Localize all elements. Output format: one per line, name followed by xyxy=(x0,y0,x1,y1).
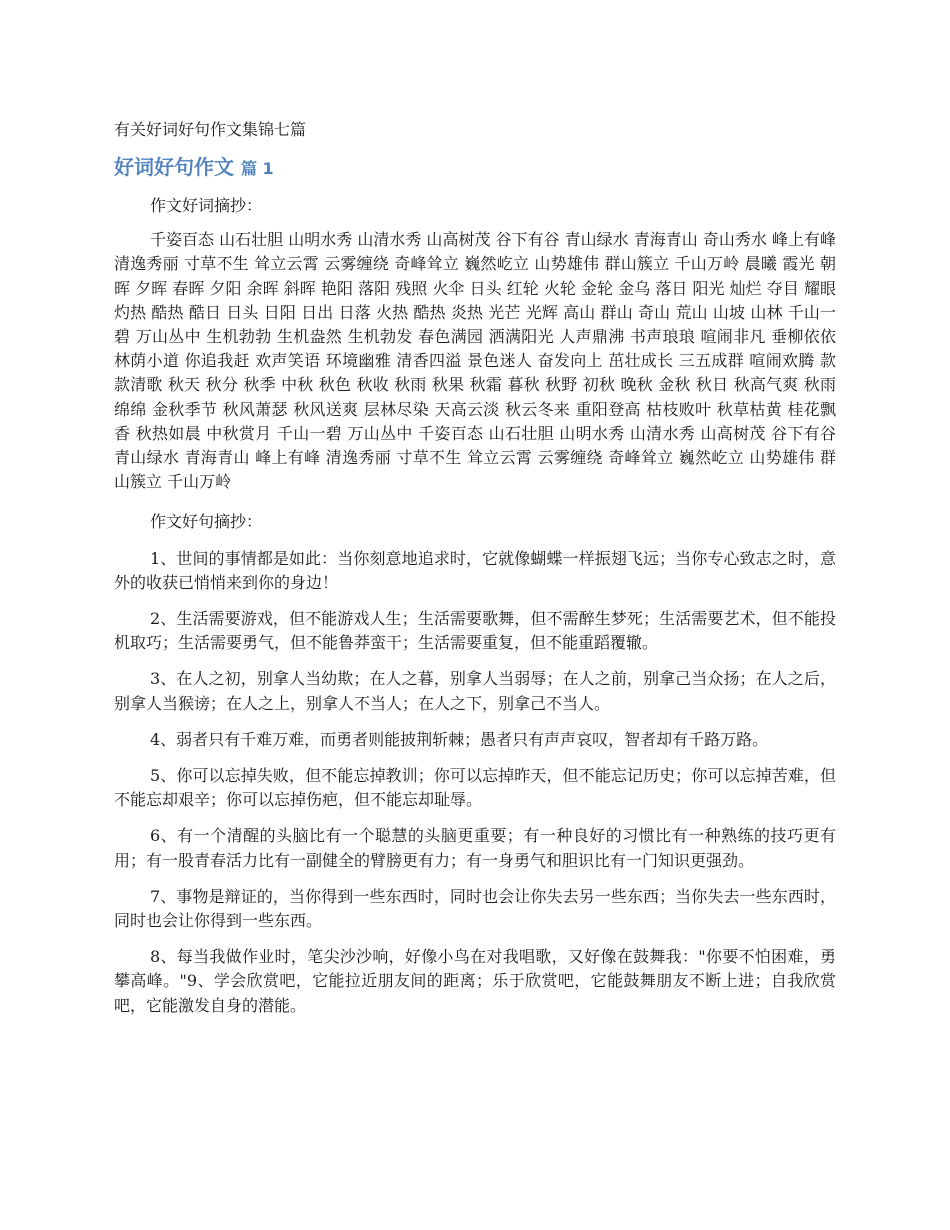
document-title: 有关好词好句作文集锦七篇 xyxy=(114,120,307,139)
sentence-paragraph: 5、你可以忘掉失败，但不能忘掉教训；你可以忘掉昨天，但不能忘记历史；你可以忘掉苦难，但不能忘却艰辛；你可以忘掉伤疤，但不能忘却耻辱。 xyxy=(114,766,836,810)
sentence-paragraph: 8、每当我做作业时，笔尖沙沙响，好像小鸟在对我唱歌，又好像在鼓舞我："你要不怕困难，勇攀高峰。"9、学会欣赏吧，它能拉近朋友间的距离；乐于欣赏吧，它能鼓舞朋友不断上进；自我欣赏吧，它能激发自身的潜能。 xyxy=(114,947,836,1015)
sentence-paragraph: 1、世间的事情都是如此：当你刻意地追求时，它就像蝴蝶一样振翅飞远；当你专心致志之时，意外的收获已悄悄来到你的身边！ xyxy=(114,548,836,592)
section-number: 篇 1 xyxy=(240,159,274,178)
document-page xyxy=(114,118,836,1030)
words-paragraph: 千姿百态 山石壮胆 山明水秀 山清水秀 山高树茂 谷下有谷 青山绿水 青海青山 奇山秀水 峰上有峰 清逸秀丽 寸草不生 耸立云霄 云雾缠绕 奇峰耸立 巍然屹立 山势雄伟 群山簇立 千山万岭 晨曦 霞光 朝晖 夕晖 春晖 夕阳 余晖 斜晖 艳阳 落阳 残照 火伞 日头 红轮 火轮 金轮 金乌 落日 阳光 灿烂 夺目 耀眼 灼热 酷热 酷日 日头 日阳 日出 日落 火热 酷热 炎热 光芒 光辉 高山 群山 奇山 荒山 山坡 山林 千山一碧 万山丛中 生机勃勃 生机盎然 生机勃发 春色满园 洒满阳光 人声鼎沸 书声琅琅 喧闹非凡 垂柳依依 林荫小道 你追我赶 欢声笑语 环境幽雅 清香四溢 景色迷人 奋发向上 茁壮成长 三五成群 喧闹欢腾 款款清歌 秋天 秋分 秋季 中秋 秋色 秋收 秋雨 秋果 秋霜 暮秋 秋野 初秋 晚秋 金秋 秋日 秋高气爽 秋雨绵绵 金秋季节 秋风萧瑟 秋风送爽 层林尽染 天高云淡 秋云冬来 重阳登高 枯枝败叶 秋草枯黄 桂花飘香 秋热如晨 中秋赏月 千山一碧 万山丛中 千姿百态 山石壮胆 山明水秀 山清水秀 山高树茂 谷下有谷 青山绿水 青海青山 峰上有峰 清逸秀丽 寸草不生 耸立云霄 云雾缠绕 奇峰耸立 巍然屹立 山势雄伟 群山簇立 千山万岭 xyxy=(114,230,836,492)
section-heading xyxy=(114,152,836,184)
sentence-paragraph: 6、有一个清醒的头脑比有一个聪慧的头脑更重要；有一种良好的习惯比有一种熟练的技巧更有用；有一股青春活力比有一副健全的臂膀更有力；有一身勇气和胆识比有一门知识更强劲。 xyxy=(114,826,836,870)
sentence-paragraph: 7、事物是辩证的，当你得到一些东西时，同时也会让你失去另一些东西；当你失去一些东西时，同时也会让你得到一些东西。 xyxy=(114,886,836,931)
sentences-label: 作文好句摘抄： xyxy=(150,512,263,532)
sentence-paragraph: 3、在人之初，别拿人当幼欺；在人之暮，别拿人当弱辱；在人之前，别拿己当众扬；在人之后，别拿人当猴谤；在人之上，别拿人不当人；在人之下，别拿己不当人。 xyxy=(114,669,836,713)
section-heading-text: 好词好句作文 xyxy=(114,155,234,179)
sentence-paragraph: 4、弱者只有千难万难，而勇者则能披荆斩棘；愚者只有声声哀叹，智者却有千路万路。 xyxy=(150,729,769,749)
words-label: 作文好词摘抄： xyxy=(150,196,263,215)
sentence-paragraph: 2、生活需要游戏，但不能游戏人生；生活需要歌舞，但不需醉生梦死；生活需要艺术，但不能投机取巧；生活需要勇气，但不能鲁莽蛮干；生活需要重复，但不能重蹈覆辙。 xyxy=(114,609,836,653)
